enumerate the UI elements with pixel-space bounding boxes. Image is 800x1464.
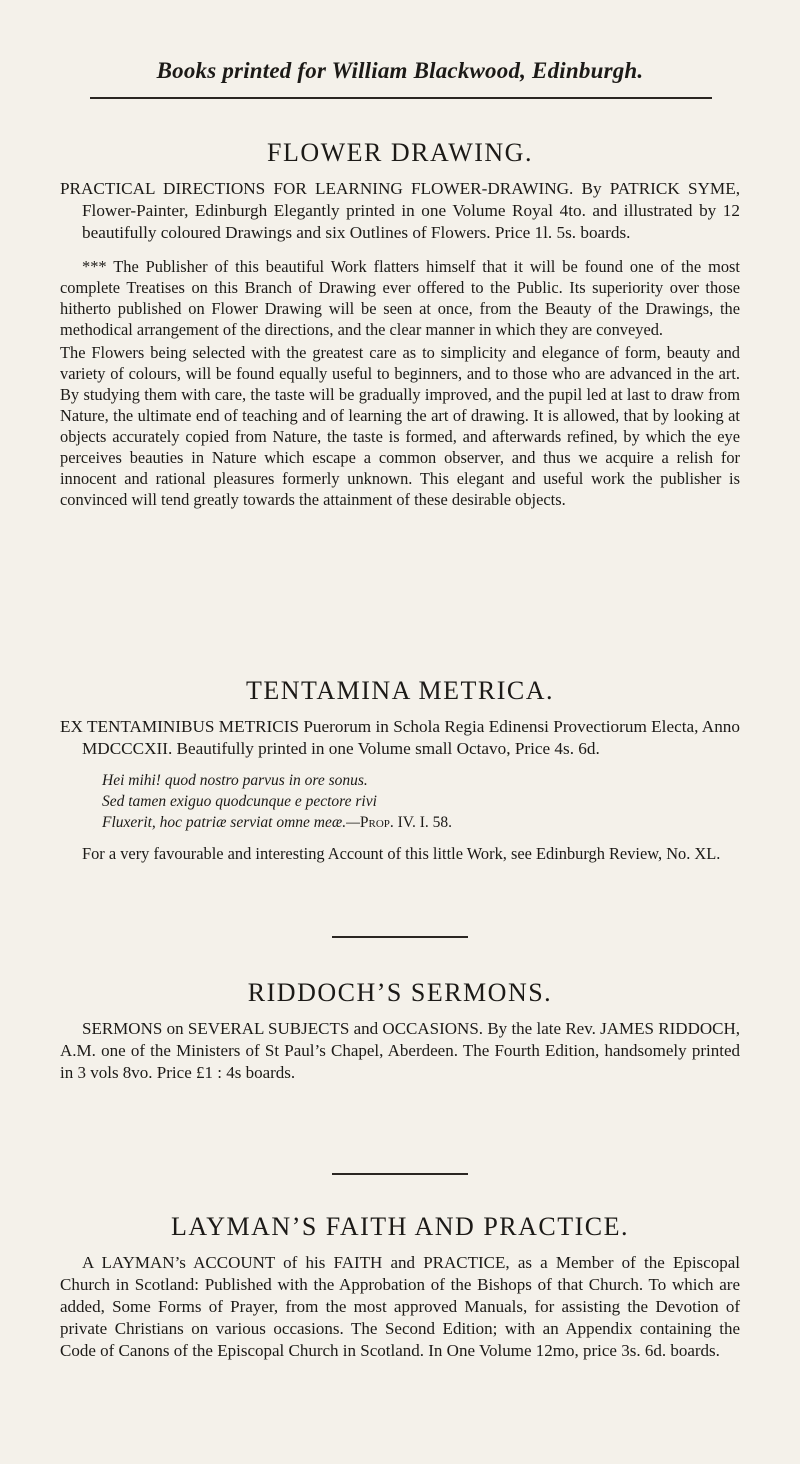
section-divider [332, 1173, 468, 1175]
laymans-faith-description: A LAYMAN’s ACCOUNT of his FAITH and PRACTICE, as a Member of the Episcopal Church in Scotland: Published with the Approbation of the Bishops of that Church. To which are added, Some Forms of Prayer, from the most approved Manuals, for assisting the Devotion of private Christians on various occasions. The Second Edition; with an Appendix containing the Code of Canons of the Episcopal Church in Scotland. In One Volume 12mo, price 3s. 6d. boards. [60, 1253, 740, 1360]
verse-line-3 [102, 812, 740, 833]
laymans-faith-section [60, 1212, 740, 1362]
laymans-faith-title: LAYMAN’S FAITH AND PRACTICE. [170, 1212, 630, 1241]
section-divider [332, 936, 468, 938]
header-rule [90, 97, 712, 99]
riddoch-sermons-title: RIDDOCH’S SERMONS. [247, 978, 553, 1007]
verse-line-3-text: Fluxerit, hoc patriæ serviat omne meæ.— [102, 814, 360, 831]
running-head: Books printed for William Blackwood, Edinburgh. [156, 58, 644, 83]
flower-drawing-title: FLOWER DRAWING. [267, 138, 533, 167]
tentamina-metrica-lead: EX TENTAMINIBUS METRICIS Puerorum in Schola Regia Edinensi Provectiorum Electa, Anno MDCCCXII. Beautifully printed in one Volume small Octavo, Price 4s. 6d. [60, 717, 740, 758]
edinburgh-review-note: For a very favourable and interesting Account of this little Work, see Edinburgh Review, No. XL. [82, 844, 721, 863]
flower-drawing-paragraph-1: *** The Publisher of this beautiful Work flatters himself that it will be found one of the most complete Treatises on this Branch of Drawing ever offered to the Public. Its superiority over those hitherto published on Flower Drawing will be seen at once, from the Beauty of the Drawings, the methodical arrangement of the directions, and the clear manner in which they are conveyed. [60, 257, 740, 339]
flower-drawing-section [60, 138, 740, 510]
latin-verse [60, 770, 740, 833]
riddoch-sermons-section [60, 978, 740, 1084]
verse-line-2: Sed tamen exiguo quodcunque e pectore rivi [102, 793, 377, 810]
tentamina-metrica-section [60, 676, 740, 864]
flower-drawing-lead: PRACTICAL DIRECTIONS FOR LEARNING FLOWER-DRAWING. By PATRICK SYME, Flower-Painter, Edinburgh Elegantly printed in one Volume Royal 4to. and illustrated by 12 beautifully coloured Drawings and six Outlines of Flowers. Price 1l. 5s. boards. [60, 179, 740, 242]
flower-drawing-paragraph-2: The Flowers being selected with the greatest care as to simplicity and elegance of form, beauty and variety of colours, will be found equally useful to beginners, and to those who are advanced in the art. By studying them with care, the taste will be gradually improved, and the pupil led at last to draw from Nature, the ultimate end of teaching and of learning the art of drawing. It is allowed, that by looking at objects accurately copied from Nature, the taste is formed, and afterwards refined, by which the eye perceives beauties in Nature which escape a common observer, and thus we acquire a relish for innocent and rational pleasures formerly unknown. This elegant and useful work the publisher is convinced will tend greatly towards the attainment of these desirable objects. [60, 343, 740, 509]
verse-citation: Prop. IV. I. 58. [359, 814, 453, 831]
tentamina-metrica-title: TENTAMINA METRICA. [245, 676, 554, 705]
riddoch-sermons-description: SERMONS on SEVERAL SUBJECTS and OCCASIONS. By the late Rev. JAMES RIDDOCH, A.M. one of the Ministers of St Paul’s Chapel, Aberdeen. The Fourth Edition, handsomely printed in 3 vols 8vo. Price £1 : 4s boards. [60, 1019, 740, 1082]
verse-line-1: Hei mihi! quod nostro parvus in ore sonus. [102, 772, 368, 789]
